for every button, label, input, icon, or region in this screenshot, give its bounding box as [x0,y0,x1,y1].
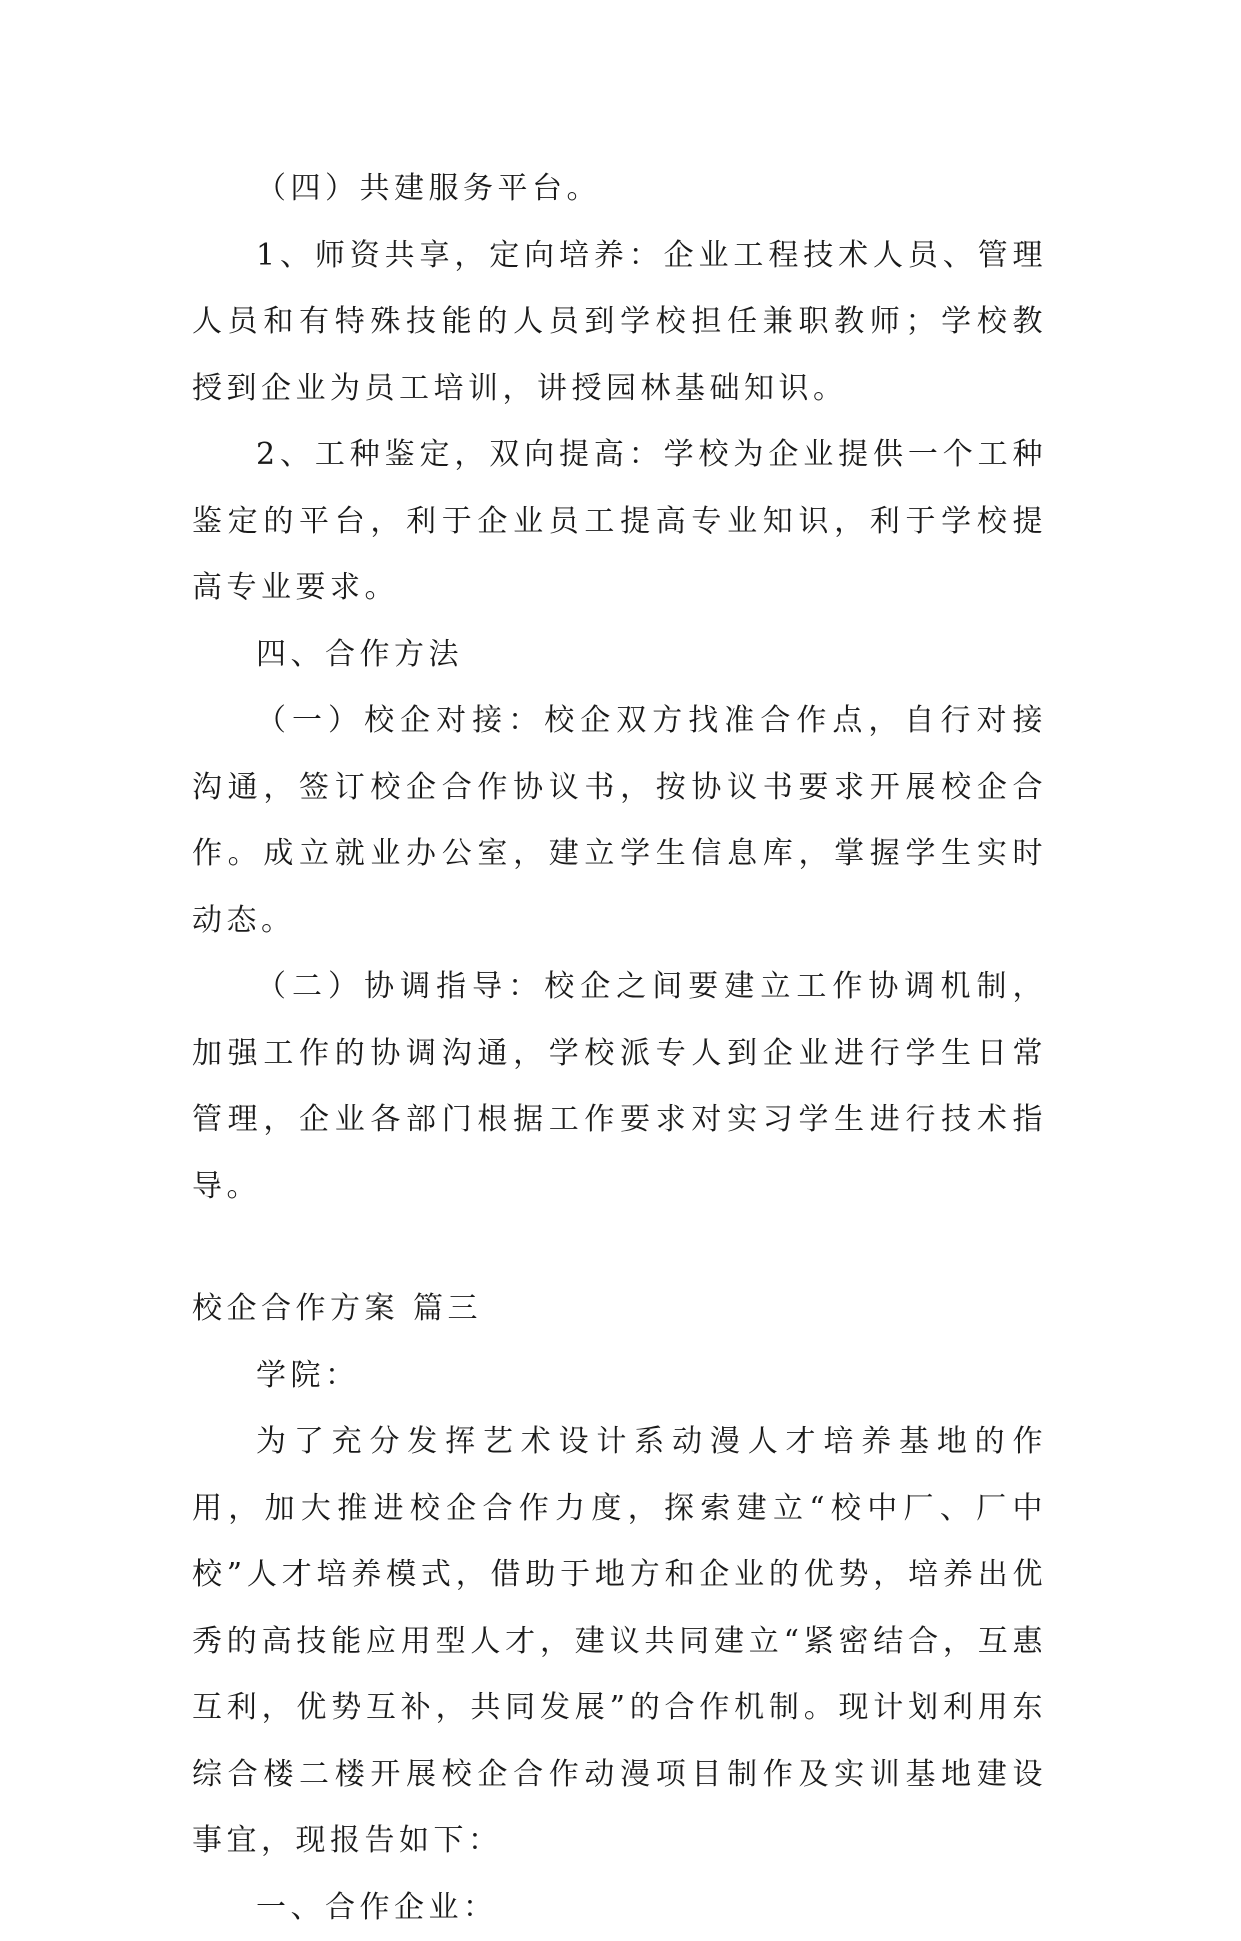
document-title-part-three: 校企合作方案 篇三 [192,1276,1047,1343]
paragraph-skill-appraisal: 2、工种鉴定，双向提高：学校为企业提供一个工种鉴定的平台，利于企业员工提高专业知识，利于学校提高专业要求。 [192,422,1047,622]
section-heading-cooperation-methods: 四、合作方法 [192,622,1047,689]
paragraph-proposal-body: 为了充分发挥艺术设计系动漫人才培养基地的作用，加大推进校企合作力度，探索建立“校中厂、厂中校”人才培养模式，借助于地方和企业的优势，培养出优秀的高技能应用型人才，建议共同建立“紧密结合，互惠互利，优势互补，共同发展”的合作机制。现计划利用东综合楼二楼开展校企合作动漫项目制作及实训基地建设事宜，现报告如下： [192,1409,1047,1875]
subsection-heading-service-platform: （四）共建服务平台。 [192,156,1047,223]
paragraph-teacher-sharing: 1、师资共享，定向培养：企业工程技术人员、管理人员和有特殊技能的人员到学校担任兼职教师；学校教授到企业为员工培训，讲授园林基础知识。 [192,223,1047,423]
salutation: 学院： [192,1343,1047,1410]
paragraph-coordination-guidance: （二）协调指导：校企之间要建立工作协调机制，加强工作的协调沟通，学校派专人到企业进行学生日常管理，企业各部门根据工作要求对实习学生进行技术指导。 [192,954,1047,1220]
document-body [192,156,1047,1941]
section-heading-cooperating-enterprise: 一、合作企业： [192,1875,1047,1941]
paragraph-school-enterprise-docking: （一）校企对接：校企双方找准合作点，自行对接沟通，签订校企合作协议书，按协议书要求开展校企合作。成立就业办公室，建立学生信息库，掌握学生实时动态。 [192,688,1047,954]
